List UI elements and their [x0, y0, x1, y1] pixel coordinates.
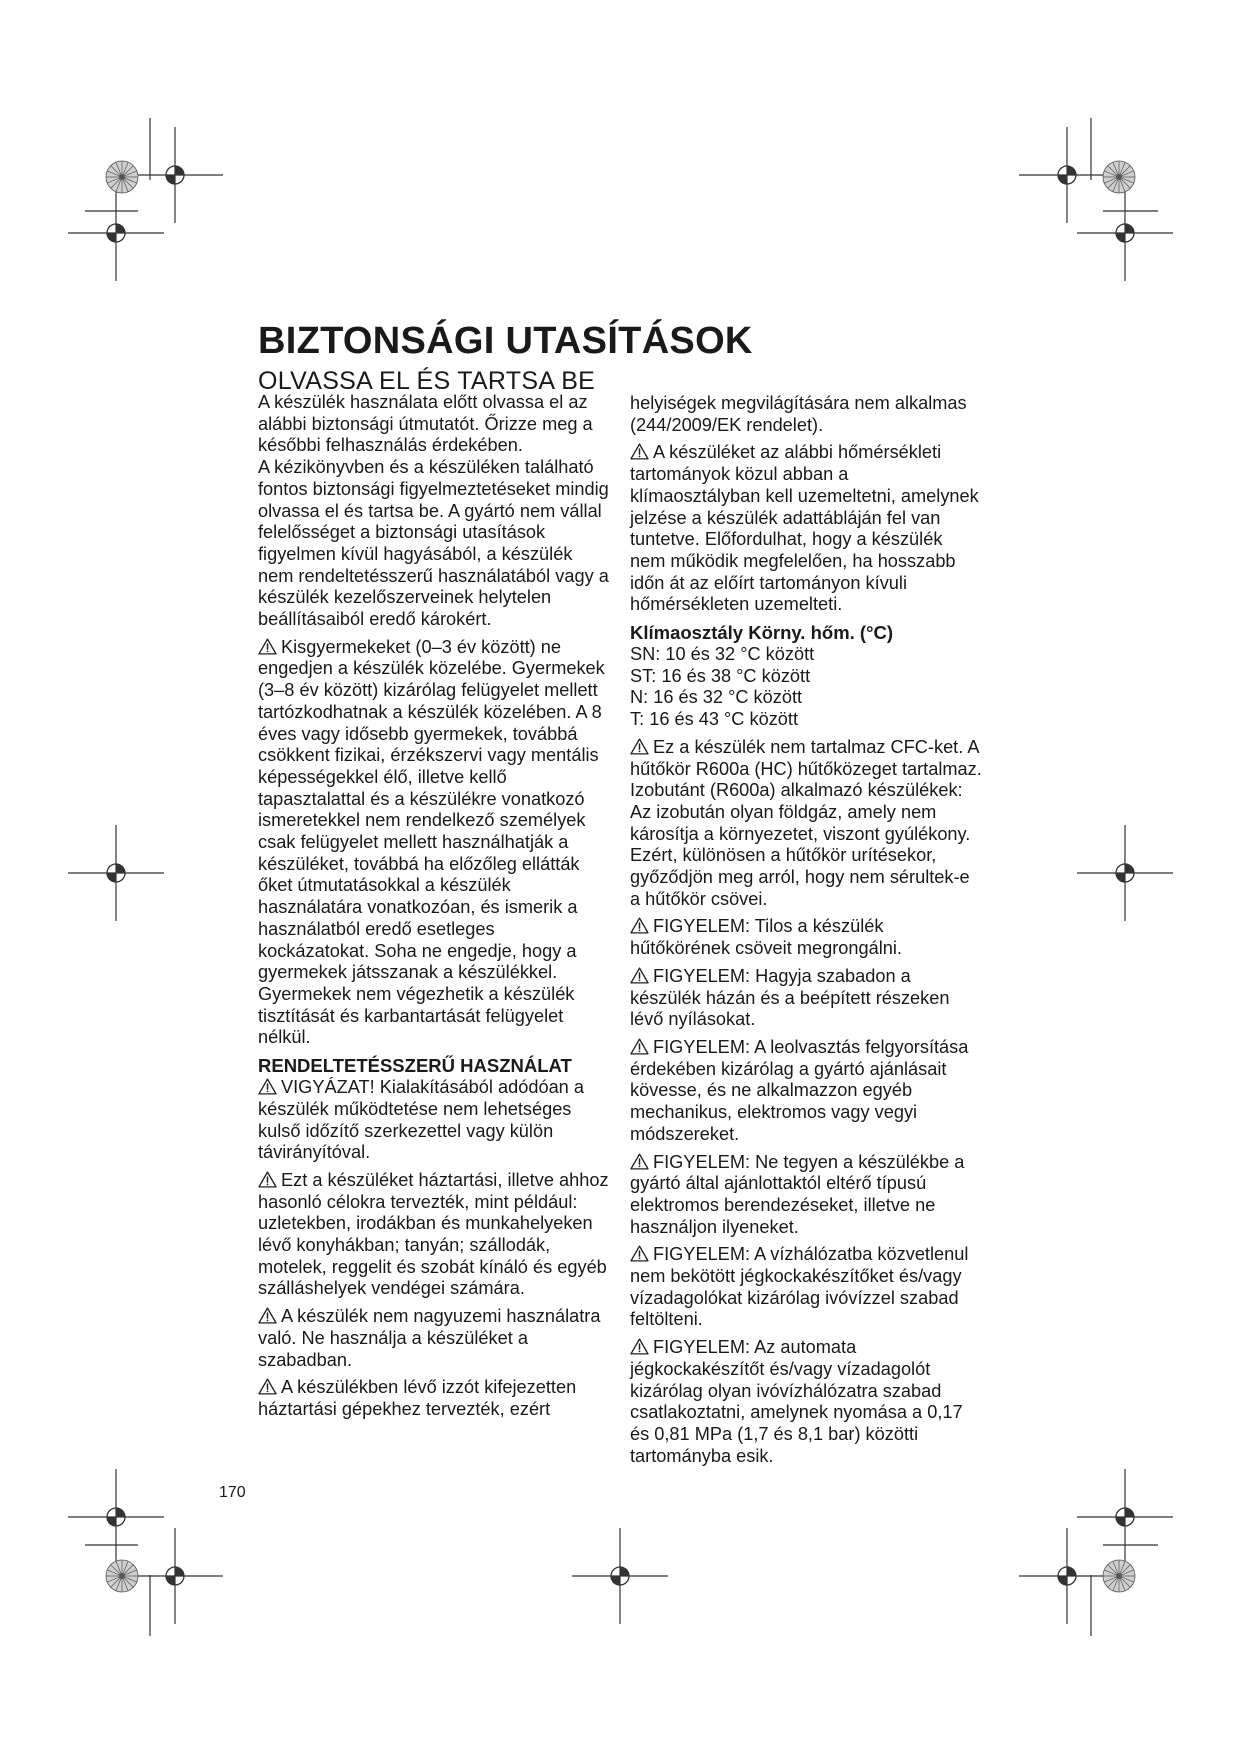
color-target-icon	[104, 1558, 140, 1594]
warning-triangle-icon	[630, 917, 649, 934]
warning-paragraph	[630, 737, 982, 911]
warning-paragraph	[258, 637, 610, 1049]
right-column	[630, 393, 982, 1473]
warning-triangle-icon	[258, 638, 277, 655]
warning-paragraph	[630, 1152, 982, 1239]
warning-text: Kisgyermekeket (0–3 év között) ne engedjen a készülék közelébe. Gyermekek (3–8 év között) kizárólag felügyelet mellett tartózkodhatnak a készülék közelében. A 8 éves vagy idősebb gyermekek, továbbá csökkent fizikai, érzékszervi vagy mentális képességekkel élő, illetve kellő tapasztalattal és a készülékre vonatkozó ismeretekkel nem rendelkező személyek csak felügyelet mellett használhatják a készüléket, továbbá ha előzőleg ellátták őket útmutatásokkal a készülék használatára vonatkozóan, és ismerik a használatból eredő esetleges kockázatokat. Soha ne engedje, hogy a gyermekek játsszanak a készülékkel. Gyermekek nem végezhetik a készülék tisztítását és karbantartását felügyelet nélkül.	[258, 636, 605, 1048]
warning-text: A készülék nem nagyuzemi használatra való. Ne használja a készüléket a szabadban.	[258, 1306, 601, 1370]
color-target-icon	[104, 159, 140, 195]
warning-triangle-icon	[258, 1171, 277, 1188]
warning-triangle-icon	[630, 1245, 649, 1262]
warning-paragraph	[630, 916, 982, 959]
color-target-icon	[1101, 1558, 1137, 1594]
warning-text: FIGYELEM: Tilos a készülék hűtőkörének csöveit megrongálni.	[630, 916, 902, 959]
warning-text: FIGYELEM: Az automata jégkockakészítőt és/vagy vízadagolót kizárólag olyan ivóvízhálózatra szabad csatlakoztatni, amelynek nyomása a 0,17 és 0,81 MPa (1,7 és 8,1 bar) közötti tartományba esik.	[630, 1337, 963, 1466]
page-number: 170	[219, 1484, 246, 1501]
registration-mark-icon	[125, 1526, 225, 1626]
warning-triangle-icon	[630, 738, 649, 755]
warning-triangle-icon	[630, 967, 649, 984]
warning-triangle-icon	[258, 1078, 277, 1095]
climate-heading: Klímaosztály Körny. hőm. (°C)	[630, 622, 894, 644]
warning-paragraph	[630, 966, 982, 1031]
climate-class-item: T: 16 és 43 °C között	[630, 709, 799, 730]
warning-triangle-icon	[630, 1338, 649, 1355]
registration-mark-icon	[570, 1526, 670, 1626]
warning-paragraph	[630, 1244, 982, 1331]
warning-triangle-icon	[258, 1378, 277, 1395]
warning-text: VIGYÁZAT! Kialakításából adódóan a készülék működtetése nem lehetséges kulső időzítő szerkezettel vagy külön távirányítóval.	[258, 1077, 584, 1163]
warning-text: FIGYELEM: A vízhálózatba közvetlenul nem bekötött jégkockakészítőket és/vagy vízadagolókat kizárólag ivóvízzel szabad feltölteni.	[630, 1244, 969, 1330]
warning-triangle-icon	[258, 1307, 277, 1324]
warning-paragraph	[258, 1077, 610, 1164]
warning-paragraph	[630, 442, 982, 616]
warning-triangle-icon	[630, 443, 649, 460]
page-title: BIZTONSÁGI UTASÍTÁSOK	[258, 320, 753, 362]
section-heading: RENDELTETÉSSZERŰ HASZNÁLAT	[258, 1055, 572, 1077]
color-target-icon	[1101, 159, 1137, 195]
registration-mark-icon	[66, 823, 166, 923]
warning-text: FIGYELEM: Hagyja szabadon a készülék házán és a beépített részeken lévő nyílásokat.	[630, 965, 950, 1030]
warning-text: Ezt a készüléket háztartási, illetve ahhoz hasonló célokra tervezték, mint például: uzletekben, irodákban és munkahelyeken lévő konyhákban; tanyán; szállodák, motelek, reggelit és szobát kínáló és egyéb szálláshelyek vendégei számára.	[258, 1169, 609, 1299]
warning-paragraph	[258, 1170, 610, 1300]
intro-paragraph: A készülék használata előtt olvassa el az alábbi biztonsági útmutatót. Őrizze meg a későbbi felhasználás érdekében.	[258, 392, 593, 456]
warning-paragraph	[630, 1037, 982, 1146]
warning-paragraph	[630, 1337, 982, 1467]
climate-class-item: ST: 16 és 38 °C között	[630, 665, 811, 686]
climate-class-item: SN: 10 és 32 °C között	[630, 644, 815, 665]
warning-triangle-icon	[630, 1153, 649, 1170]
warning-text: Ez a készülék nem tartalmaz CFC-ket. A hűtőkör R600a (HC) hűtőközeget tartalmaz. Izobutánt (R600a) alkalmazó készülékek: Az izobután olyan földgáz, amely nem károsítja a környezetet, viszont gyúlékony. Ezért, különösen a hűtőkör urítésekor, győződjön meg arról, hogy nem sérultek-e a hűtőkör csövei.	[630, 736, 982, 909]
page-subtitle: OLVASSA EL ÉS TARTSA BE	[258, 367, 596, 395]
warning-paragraph	[258, 1377, 610, 1420]
warning-text: FIGYELEM: A leolvasztás felgyorsítása érdekében kizárólag a gyártó ajánlásait kövesse, és ne alkalmazzon egyéb mechanikus, elektromos vagy vegyi módszereket.	[630, 1036, 969, 1144]
climate-class-item: N: 16 és 32 °C között	[630, 687, 803, 708]
warning-text: A készüléket az alábbi hőmérsékleti tartományok közul abban a klímaosztályban kell uzemeltetni, amelynek jelzése a készülék adattábláján fel van tuntetve. Előfordulhat, hogy a készülék nem működik megfelelően, ha hosszabb időn át az előírt tartományon kívuli hőmérsékleten uzemelteti.	[630, 442, 979, 615]
climate-class-list	[630, 644, 982, 731]
paragraph: helyiségek megvilágítására nem alkalmas (244/2009/EK rendelet).	[630, 393, 967, 435]
warning-triangle-icon	[630, 1038, 649, 1055]
warning-text: A készülékben lévő izzót kifejezetten háztartási gépekhez tervezték, ezért	[258, 1377, 577, 1419]
registration-mark-icon	[1075, 823, 1175, 923]
registration-mark-icon	[66, 183, 166, 283]
intro-paragraph: A kézikönyvben és a készüléken található fontos biztonsági figyelmeztetéseket mindig olvassa el és tartsa be. A gyártó nem vállal felelősséget a biztonsági utasítások figyelmen kívül hagyásából, a készülék nem rendeltetésszerű használatából vagy a készülék kezelőszerveinek helytelen beállításaiból eredő károkért.	[258, 457, 609, 630]
registration-mark-icon	[1075, 183, 1175, 283]
left-column	[258, 392, 610, 1427]
warning-paragraph	[258, 1306, 610, 1371]
warning-text: FIGYELEM: Ne tegyen a készülékbe a gyártó által ajánlottaktól eltérő típusú elektromos berendezéseket, illetve ne használjon ilyeneket.	[630, 1151, 965, 1237]
